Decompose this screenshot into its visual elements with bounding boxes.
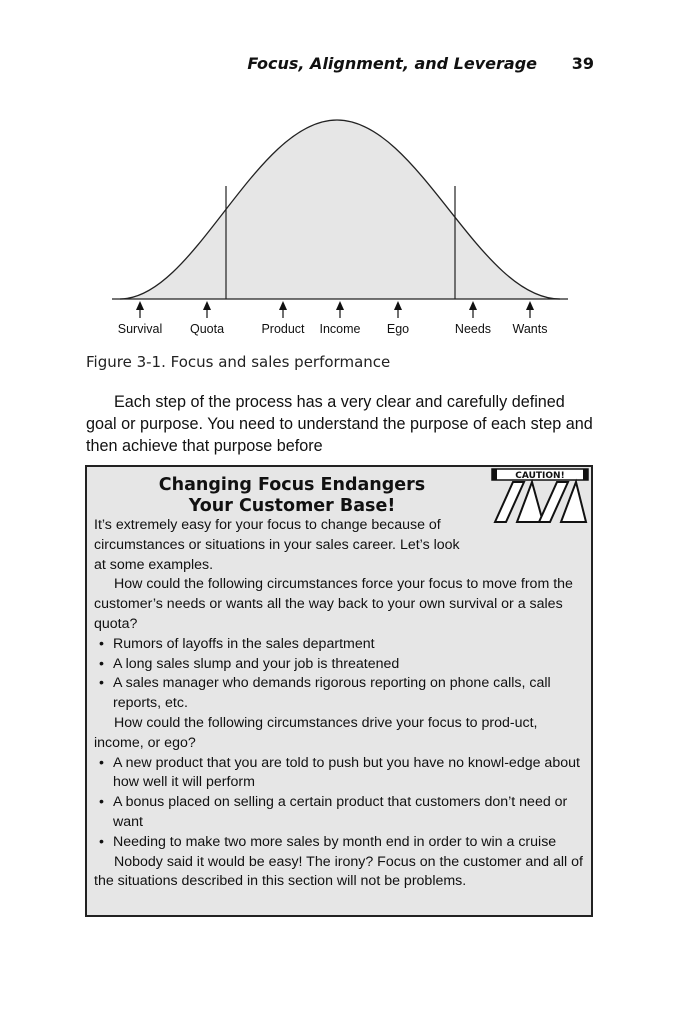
curve-fill <box>120 120 560 299</box>
figure-label-quota: Quota <box>189 322 225 336</box>
figure-label-income: Income <box>319 322 361 336</box>
figure-arrow <box>279 301 287 318</box>
figure-labels <box>118 322 548 336</box>
figure-arrows <box>136 301 534 318</box>
figure-arrow <box>203 301 211 318</box>
list-item: • Rumors of layoffs in the sales department <box>94 635 586 655</box>
list-item: • A long sales slump and your job is threatened <box>94 655 586 675</box>
figure-arrow <box>394 301 402 318</box>
sidebar-question-2: How could the following circumstances drive your focus to prod-uct, income, or ego? <box>94 714 538 751</box>
sidebar-body <box>94 516 586 892</box>
sidebar-title-line-2: Your Customer Base! <box>188 496 396 516</box>
sidebar-title <box>87 475 497 517</box>
figure-caption: Figure 3-1. Focus and sales performance <box>86 353 391 371</box>
sidebar-box <box>85 465 593 917</box>
list-item: • A new product that you are told to push but you have no knowl-edge about how well it will perform <box>94 754 586 794</box>
focus-curve-figure <box>0 0 682 350</box>
figure-arrow <box>336 301 344 318</box>
sidebar-list-1 <box>94 635 586 714</box>
sidebar-intro: It’s extremely easy for your focus to change because of circumstances or situations in your sales career. Let’s look at some examples. <box>94 517 460 573</box>
figure-arrow <box>469 301 477 318</box>
caution-label: CAUTION! <box>515 471 565 481</box>
list-item: • A bonus placed on selling a certain product that customers don’t need or want <box>94 793 586 833</box>
figure-label-wants: Wants <box>512 322 548 336</box>
sidebar-title-line-1: Changing Focus Endangers <box>158 475 426 495</box>
list-item: • Needing to make two more sales by month end in order to win a cruise <box>94 833 586 853</box>
figure-arrow <box>526 301 534 318</box>
figure-label-needs: Needs <box>454 322 492 336</box>
running-title: Focus, Alignment, and Leverage <box>247 54 537 73</box>
list-item: • A sales manager who demands rigorous reporting on phone calls, call reports, etc. <box>94 674 586 714</box>
sidebar-question-1: How could the following circumstances force your focus to move from the customer’s needs or wants all the way back to your own survival or a sales quota? <box>94 576 573 632</box>
figure-label-product: Product <box>261 322 305 336</box>
sidebar-closing: Nobody said it would be easy! The irony? Focus on the customer and all of the situations described in this section will not be problems. <box>94 853 583 890</box>
figure-label-survival: Survival <box>117 322 163 336</box>
figure-label-ego: Ego <box>386 322 410 336</box>
figure-arrow <box>136 301 144 318</box>
sidebar-list-2 <box>94 754 586 853</box>
body-paragraph: Each step of the process has a very clear and carefully defined goal or purpose. You need to understand the purpose of each step and then achieve that purpose before <box>86 393 593 455</box>
page-number: 39 <box>571 54 594 73</box>
